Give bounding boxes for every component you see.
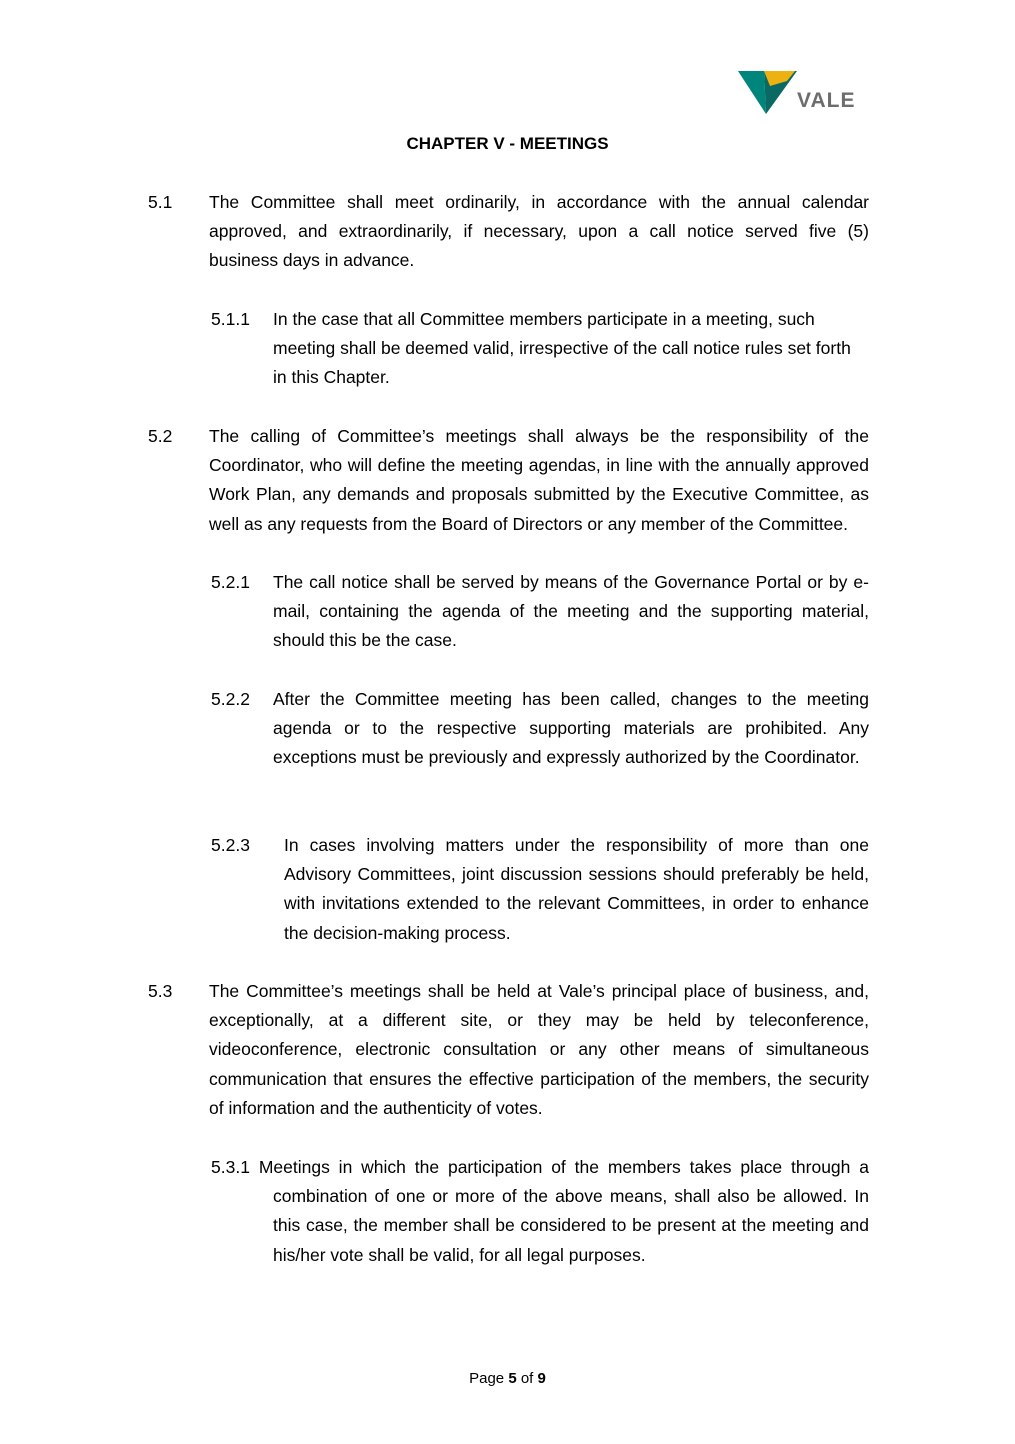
page-prefix: Page	[469, 1370, 505, 1387]
section-number: 5.2.2	[211, 689, 250, 709]
section-5-2-3	[211, 831, 869, 948]
vale-logo-text: VALE	[797, 89, 856, 112]
section-text: The calling of Committee’s meetings shall always be the responsibility of the Coordinator, who will define the meeting agendas, in line with the annually approved Work Plan, any demands and proposals submitted by the Executive Committee, as well as any requests from the Board of Directors or any member of the Committee.	[209, 426, 869, 534]
section-number: 5.1.1	[211, 309, 250, 329]
section-5-1-1	[211, 305, 869, 393]
vale-logo-mark-icon	[737, 68, 797, 118]
section-number: 5.3.1	[211, 1157, 250, 1177]
section-5-2-2	[211, 685, 869, 773]
chapter-title: CHAPTER V - MEETINGS	[406, 134, 609, 153]
section-5-3-1	[211, 1153, 869, 1270]
section-5-1	[148, 188, 869, 276]
section-5-2-1	[211, 568, 869, 656]
page-total: 9	[537, 1370, 546, 1387]
section-text: The Committee shall meet ordinarily, in accordance with the annual calendar approved, and extraordinarily, if necessary, upon a call notice served five (5) business days in advance.	[209, 192, 869, 271]
page-number-footer	[0, 1369, 1015, 1389]
section-text: After the Committee meeting has been called, changes to the meeting agenda or to the respective supporting materials are prohibited. Any exceptions must be previously and expressly authorized by the Coordinator.	[273, 689, 869, 768]
section-number: 5.3	[148, 981, 173, 1001]
section-5-2	[148, 422, 869, 539]
section-text: In cases involving matters under the responsibility of more than one Advisory Committees, joint discussion sessions should preferably be held, with invitations extended to the relevant Committees, in order to enhance the decision-making process.	[284, 835, 869, 943]
section-number: 5.2	[148, 426, 173, 446]
section-text: The call notice shall be served by means of the Governance Portal or by e-mail, containing the agenda of the meeting and the supporting material, should this be the case.	[273, 572, 869, 651]
page-separator: of	[520, 1370, 534, 1387]
section-number: 5.1	[148, 192, 173, 212]
section-5-3	[148, 977, 869, 1123]
section-text: Meetings in which the participation of the members takes place through a combination of one or more of the above means, shall also be allowed. In this case, the member shall be considered to be present at the meeting and his/her vote shall be valid, for all legal purposes.	[258, 1157, 869, 1265]
vale-logo	[737, 68, 857, 118]
page-current: 5	[508, 1370, 517, 1387]
section-text: The Committee’s meetings shall be held at Vale’s principal place of business, and, exceptionally, at a different site, or they may be held by teleconference, videoconference, electronic consultation or any other means of simultaneous communication that ensures the effective participation of the members, the security of information and the authenticity of votes.	[209, 981, 869, 1118]
section-text: In the case that all Committee members participate in a meeting, such meeting shall be deemed valid, irrespective of the call notice rules set forth in this Chapter.	[273, 309, 851, 388]
section-number: 5.2.1	[211, 572, 250, 592]
section-text-with-number	[211, 1153, 869, 1270]
section-number: 5.2.3	[211, 835, 250, 855]
